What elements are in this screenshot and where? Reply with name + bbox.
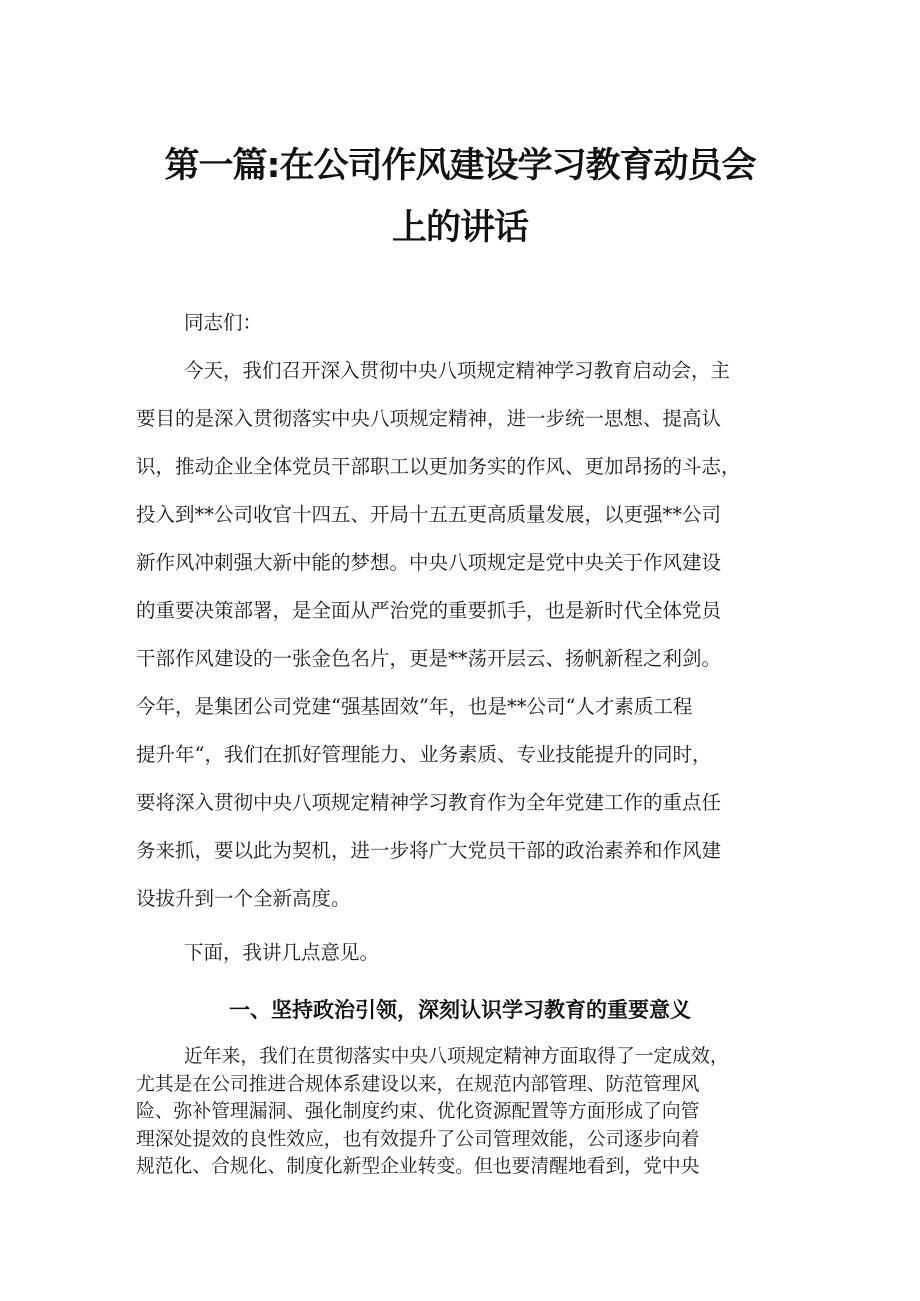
closing-remark	[136, 929, 796, 977]
section-heading: 一、坚持政治引领，深刻认识学习教育的重要意义	[229, 998, 691, 1022]
paragraph-line: 的重要决策部署，是全面从严治党的重要抓手，也是新时代全体党员	[136, 599, 722, 622]
paragraph-line: 干部作风建设的一张金色名片，更是**荡开层云、扬帆新程之利剑。	[136, 647, 722, 670]
paragraph-line: 投入到**公司收官十四五、开局十五五更高质量发展，以更强**公司	[136, 503, 722, 526]
paragraph-line: 要目的是深入贯彻落实中央八项规定精神，进一步统一思想、提高认	[136, 407, 722, 430]
paragraph-line: 尤其是在公司推进合规体系建设以来，在规范内部管理、防范管理风	[136, 1073, 700, 1095]
paragraph-line: 险、弥补管理漏洞、强化制度约束、优化资源配置等方面形成了向管	[136, 1101, 700, 1122]
paragraph-line: 今年，是集团公司党建“强基固效”年，也是**公司“人才素质工程	[136, 695, 693, 718]
document-title-line-1: 第一篇:在公司作风建设学习教育动员会	[164, 146, 756, 186]
paragraph-line: 今天，我们召开深入贯彻中央八项规定精神学习教育启动会，主	[184, 359, 731, 382]
paragraph-line: 理深处提效的良性效应，也有效提升了公司管理效能，公司逐步向着	[136, 1128, 700, 1150]
closing-text: 下面，我讲几点意见。	[184, 941, 380, 964]
paragraph-line: 识，推动企业全体党员干部职工以更加务实的作风、更加昂扬的斗志，	[136, 455, 741, 478]
paragraph-line: 提升年“，我们在抓好管理能力、业务素质、专业技能提升的同时，	[136, 743, 712, 766]
salutation-text: 同志们：	[184, 311, 263, 334]
paragraph-line: 规范化、合规化、制度化新型企业转变。但也要清醒地看到，党中央	[136, 1156, 700, 1177]
paragraph-line: 要将深入贯彻中央八项规定精神学习教育作为全年党建工作的重点任	[136, 791, 722, 814]
paragraph-line: 务来抓，要以此为契机，进一步将广大党员干部的政治素养和作风建	[136, 839, 722, 862]
paragraph-1	[136, 347, 796, 923]
paragraph-2	[136, 1043, 796, 1181]
paragraph-line: 新作风冲刺强大新中能的梦想。中央八项规定是党中央关于作风建设	[136, 551, 722, 574]
document-title-line-2: 上的讲话	[391, 208, 528, 248]
paragraph-line: 近年来，我们在贯彻落实中央八项规定精神方面取得了一定成效，	[184, 1046, 729, 1067]
paragraph-line: 设拔升到一个全新高度。	[136, 887, 351, 910]
salutation	[136, 299, 796, 347]
